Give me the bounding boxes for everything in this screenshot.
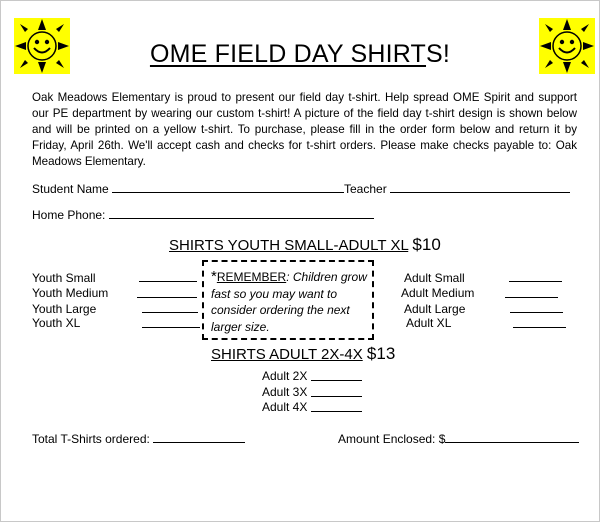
youth-xl-field[interactable] bbox=[142, 327, 200, 328]
adult-3x-field[interactable] bbox=[311, 396, 362, 397]
page-title-underlined: OME FIELD DAY SHIRT bbox=[149, 40, 427, 68]
student-name-row bbox=[32, 182, 344, 196]
size-label: Youth Small bbox=[32, 271, 96, 285]
asterisk: * bbox=[211, 268, 217, 285]
adult-large-field[interactable] bbox=[510, 312, 563, 313]
home-phone-label: Home Phone: bbox=[32, 208, 106, 222]
adult-small-field[interactable] bbox=[509, 281, 562, 282]
size-label: Adult Small bbox=[404, 271, 465, 285]
size-label: Youth Large bbox=[32, 302, 97, 316]
adult-4x-field[interactable] bbox=[311, 411, 362, 412]
teacher-label: Teacher bbox=[344, 182, 387, 196]
youth-medium-field[interactable] bbox=[137, 297, 197, 298]
student-name-label: Student Name bbox=[32, 182, 109, 196]
size-label: Adult 3X bbox=[262, 385, 308, 399]
adult-2x-field[interactable] bbox=[311, 380, 362, 381]
youth-section-price: $10 bbox=[412, 235, 441, 254]
page-title bbox=[0, 40, 600, 69]
home-phone-row bbox=[32, 208, 374, 222]
remember-callout bbox=[202, 260, 374, 340]
youth-section-title bbox=[169, 235, 441, 255]
adult-section-title-text: SHIRTS ADULT 2X-4X bbox=[211, 346, 363, 363]
adult-xl-field[interactable] bbox=[513, 327, 566, 328]
size-label: Youth Medium bbox=[32, 286, 109, 300]
teacher-row bbox=[344, 182, 570, 196]
youth-large-field[interactable] bbox=[142, 312, 198, 313]
page-title-tail: S! bbox=[426, 40, 451, 68]
total-shirts-label: Total T-Shirts ordered: bbox=[32, 432, 150, 446]
total-shirts-row bbox=[32, 432, 245, 446]
amount-enclosed-label: Amount Enclosed: $ bbox=[338, 432, 446, 446]
adult-section-title bbox=[211, 344, 395, 364]
amount-enclosed-field[interactable] bbox=[445, 432, 579, 443]
remember-text: : Children grow fast so you may want to consider ordering the next larger size. bbox=[211, 270, 367, 334]
remember-label: REMEMBER bbox=[216, 270, 287, 284]
adult-medium-field[interactable] bbox=[505, 297, 558, 298]
total-shirts-field[interactable] bbox=[153, 432, 245, 443]
home-phone-field[interactable] bbox=[109, 208, 374, 219]
teacher-field[interactable] bbox=[390, 182, 570, 193]
size-label: Adult Medium bbox=[401, 286, 475, 300]
size-label: Adult Large bbox=[404, 302, 466, 316]
size-label: Adult XL bbox=[406, 316, 452, 330]
intro-paragraph: Oak Meadows Elementary is proud to present our field day t-shirt. Help spread OME Spirit and support our PE department by wearing our custom t-shirt! A picture of the field day t-shirt design is shown below and will be printed on a yellow t-shirt. To purchase, please fill in the order form below and return it by Friday, April 26th. We'll accept cash and checks for t-shirt orders. Please make checks payable to: Oak Meadows Elementary. bbox=[32, 91, 577, 168]
adult-section-price: $13 bbox=[366, 344, 396, 363]
amount-enclosed-row bbox=[338, 432, 579, 446]
size-label: Adult 4X bbox=[262, 400, 308, 414]
size-label: Youth XL bbox=[32, 316, 81, 330]
size-label: Adult 2X bbox=[262, 369, 308, 383]
student-name-field[interactable] bbox=[112, 182, 344, 193]
youth-section-title-text: SHIRTS YOUTH SMALL-ADULT XL bbox=[169, 237, 409, 254]
youth-small-field[interactable] bbox=[139, 281, 197, 282]
